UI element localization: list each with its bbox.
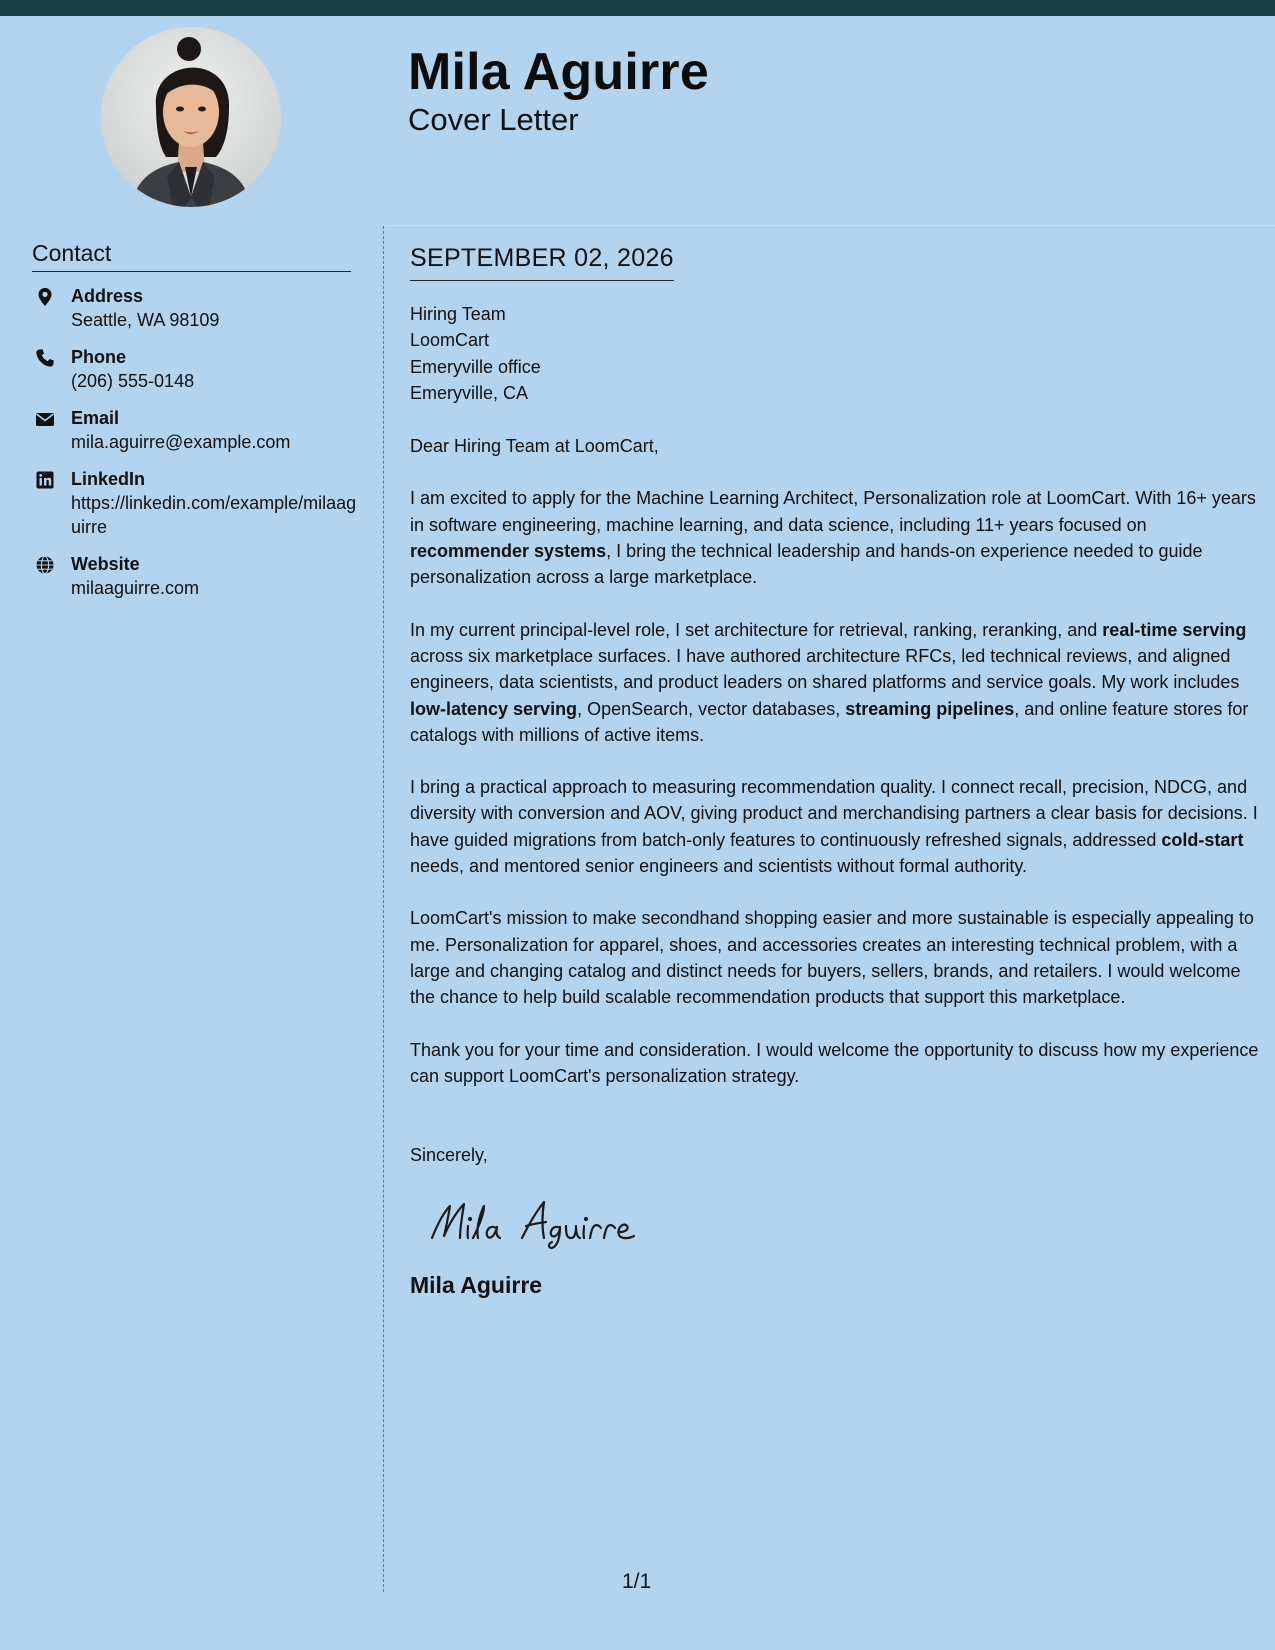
paragraph-text: Thank you for your time and consideration. I would welcome the opportunity to discuss how my experience can support LoomCart's personalization strategy. [410,1039,1259,1086]
emphasized-text: low-latency serving [410,698,578,719]
paragraph-text: needs, and mentored senior engineers and scientists without formal authority. [410,856,1028,877]
recipient-line: Emeryville office [410,356,541,377]
contact-label: LinkedIn [71,469,146,489]
closing: Sincerely, [410,1145,488,1166]
paragraph-text: , OpenSearch, vector databases, [577,698,846,719]
emphasized-text: streaming pipelines [845,698,1015,719]
letter-paragraph [410,485,1260,590]
profile-photo [101,27,281,207]
recipient-line: Emeryville, CA [410,382,529,403]
emphasized-text: real-time serving [1102,619,1247,640]
letter-paragraph [410,617,1260,748]
email-value: mila.aguirre@example.com [71,432,291,452]
phone-value: (206) 555-0148 [71,371,195,391]
contact-label: Address [71,286,144,306]
contact-label: Website [71,554,140,574]
recipient-line: LoomCart [410,330,490,351]
letter-paragraph [410,1037,1260,1090]
paragraph-text: In my current principal-level role, I set architecture for retrieval, ranking, reranking, and [410,619,1103,640]
letter-paragraphs [410,485,1260,1089]
emphasized-text: recommender systems [410,541,607,562]
paragraph-text: I bring a practical approach to measuring recommendation quality. I connect recall, precision, NDCG, and diversity with conversion and AOV, giving product and merchandising partners a clear basis for decisions. I have guided migrations from batch-only features to continuously refreshed signals, addressed [410,777,1258,850]
contact-label: Phone [71,347,127,367]
signature [426,1192,1260,1252]
website-value[interactable]: milaaguirre.com [71,578,200,598]
page-number: 1/1 [622,1570,652,1593]
phone-icon [35,348,55,368]
contact-label: Email [71,408,120,428]
contact-list [32,285,362,614]
recipient-line: Hiring Team [410,304,506,324]
paragraph-text: across six marketplace surfaces. I have authored architecture RFCs, led technical reviews, and aligned engineers, data scientists, and product leaders on shared platforms and service goals. My work includes [410,645,1240,693]
map-pin-icon [35,287,55,307]
salutation: Dear Hiring Team at LoomCart, [410,436,659,457]
envelope-icon [35,409,55,429]
header-divider [385,225,1275,226]
contact-email [32,407,362,454]
top-accent-bar [0,0,1275,16]
contact-address [32,285,362,332]
linkedin-icon [35,470,55,490]
globe-icon [35,555,55,575]
contact-heading: Contact [32,240,351,272]
letter-date: SEPTEMBER 02, 2026 [410,242,674,281]
contact-phone [32,346,362,393]
letter-paragraph [410,905,1260,1010]
letter-body [410,242,1260,1299]
contact-website [32,553,362,600]
column-divider [383,226,384,1592]
paragraph-text: , I bring the technical leadership and hands-on experience needed to guide personalization across a large marketplace. [410,541,1203,588]
contact-linkedin [32,468,362,539]
linkedin-value[interactable]: https://linkedin.com/example/milaaguirre [71,493,357,537]
address-value: Seattle, WA 98109 [71,310,220,330]
document-type: Cover Letter [408,102,579,137]
signer-name: Mila Aguirre [410,1272,543,1299]
recipient-block [410,301,1260,406]
emphasized-text: cold-start [1161,829,1244,850]
paragraph-text: I am excited to apply for the Machine Learning Architect, Personalization role at LoomCart. With 16+ years in software engineering, machine learning, and data science, including 11+ years focused on [410,488,1256,535]
paragraph-text: LoomCart's mission to make secondhand shopping easier and more sustainable is especially appealing to me. Personalization for apparel, shoes, and accessories creates an interesting technical problem, with a large and changing catalog and distinct needs for buyers, sellers, brands, and retailers. I would welcome the chance to help build scalable recommendation products that support this marketplace. [410,908,1254,1008]
candidate-name: Mila Aguirre [408,43,709,101]
paragraph-text: , and online feature stores for catalogs with millions of active items. [410,698,1249,745]
letter-paragraph [410,774,1260,879]
